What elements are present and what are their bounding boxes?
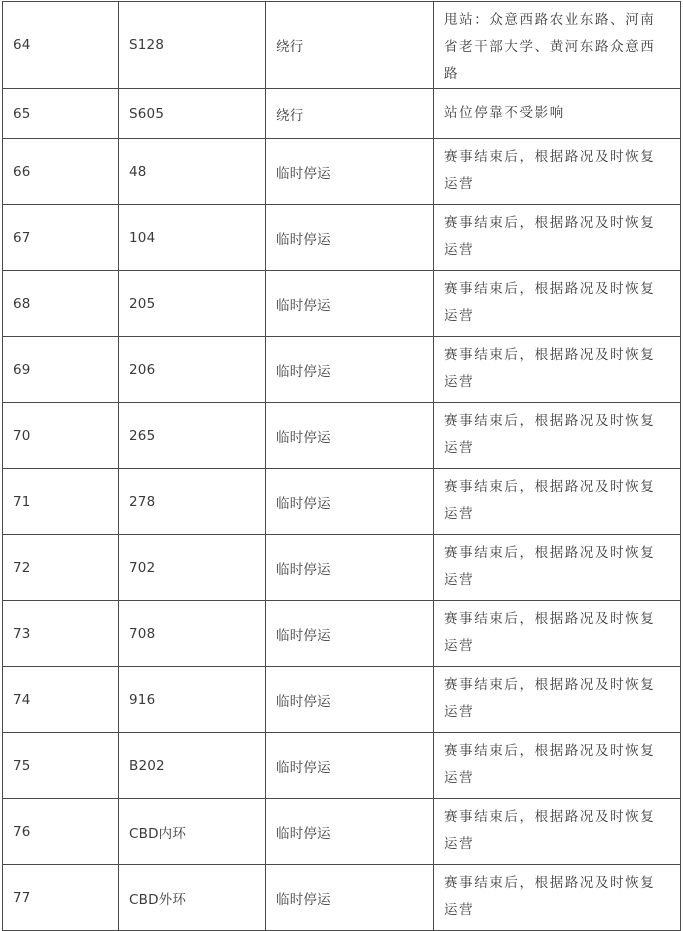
route-cell: CBD内环	[119, 799, 266, 865]
row-number-cell: 64	[3, 2, 119, 89]
route-cell: CBD外环	[119, 865, 266, 931]
row-number-cell: 73	[3, 601, 119, 667]
route-cell: 278	[119, 469, 266, 535]
note-cell: 赛事结束后，根据路况及时恢复运营	[434, 667, 681, 733]
status-cell: 临时停运	[266, 469, 434, 535]
row-number-cell: 67	[3, 205, 119, 271]
route-cell: B202	[119, 733, 266, 799]
row-number-cell: 70	[3, 403, 119, 469]
note-cell: 赛事结束后，根据路况及时恢复运营	[434, 271, 681, 337]
row-number-cell: 76	[3, 799, 119, 865]
status-cell: 临时停运	[266, 271, 434, 337]
note-cell: 赛事结束后，根据路况及时恢复运营	[434, 865, 681, 931]
note-cell: 赛事结束后，根据路况及时恢复运营	[434, 601, 681, 667]
status-cell: 临时停运	[266, 865, 434, 931]
route-cell: 708	[119, 601, 266, 667]
table-row	[3, 733, 681, 799]
note-cell: 赛事结束后，根据路况及时恢复运营	[434, 403, 681, 469]
note-cell: 站位停靠不受影响	[434, 89, 681, 139]
row-number-cell: 72	[3, 535, 119, 601]
status-cell: 绕行	[266, 89, 434, 139]
row-number-cell: 74	[3, 667, 119, 733]
status-cell: 临时停运	[266, 799, 434, 865]
row-number-cell: 71	[3, 469, 119, 535]
note-cell: 赛事结束后，根据路况及时恢复运营	[434, 337, 681, 403]
table-row	[3, 799, 681, 865]
note-cell: 赛事结束后，根据路况及时恢复运营	[434, 733, 681, 799]
route-cell: 48	[119, 139, 266, 205]
status-cell: 临时停运	[266, 667, 434, 733]
table-row	[3, 205, 681, 271]
route-cell: 205	[119, 271, 266, 337]
status-cell: 临时停运	[266, 535, 434, 601]
note-cell: 赛事结束后，根据路况及时恢复运营	[434, 535, 681, 601]
status-cell: 临时停运	[266, 403, 434, 469]
note-cell: 赛事结束后，根据路况及时恢复运营	[434, 139, 681, 205]
table-row	[3, 89, 681, 139]
table-body	[3, 2, 681, 931]
row-number-cell: 68	[3, 271, 119, 337]
status-cell: 临时停运	[266, 733, 434, 799]
status-cell: 临时停运	[266, 205, 434, 271]
table-row	[3, 337, 681, 403]
route-adjustment-table	[2, 1, 681, 931]
row-number-cell: 69	[3, 337, 119, 403]
row-number-cell: 66	[3, 139, 119, 205]
status-cell: 临时停运	[266, 337, 434, 403]
row-number-cell: 77	[3, 865, 119, 931]
table-row	[3, 139, 681, 205]
table-row	[3, 2, 681, 89]
table-row	[3, 469, 681, 535]
note-cell: 赛事结束后，根据路况及时恢复运营	[434, 469, 681, 535]
row-number-cell: 65	[3, 89, 119, 139]
note-cell: 甩站：众意西路农业东路、河南省老干部大学、黄河东路众意西路	[434, 2, 681, 89]
route-cell: 206	[119, 337, 266, 403]
table-row	[3, 535, 681, 601]
table-row	[3, 271, 681, 337]
status-cell: 临时停运	[266, 601, 434, 667]
table-row	[3, 865, 681, 931]
route-cell: 104	[119, 205, 266, 271]
note-cell: 赛事结束后，根据路况及时恢复运营	[434, 205, 681, 271]
route-cell: 916	[119, 667, 266, 733]
table-row	[3, 601, 681, 667]
route-cell: S605	[119, 89, 266, 139]
route-cell: S128	[119, 2, 266, 89]
table-row	[3, 403, 681, 469]
route-cell: 265	[119, 403, 266, 469]
note-cell: 赛事结束后，根据路况及时恢复运营	[434, 799, 681, 865]
row-number-cell: 75	[3, 733, 119, 799]
route-cell: 702	[119, 535, 266, 601]
table-row	[3, 667, 681, 733]
status-cell: 绕行	[266, 2, 434, 89]
status-cell: 临时停运	[266, 139, 434, 205]
